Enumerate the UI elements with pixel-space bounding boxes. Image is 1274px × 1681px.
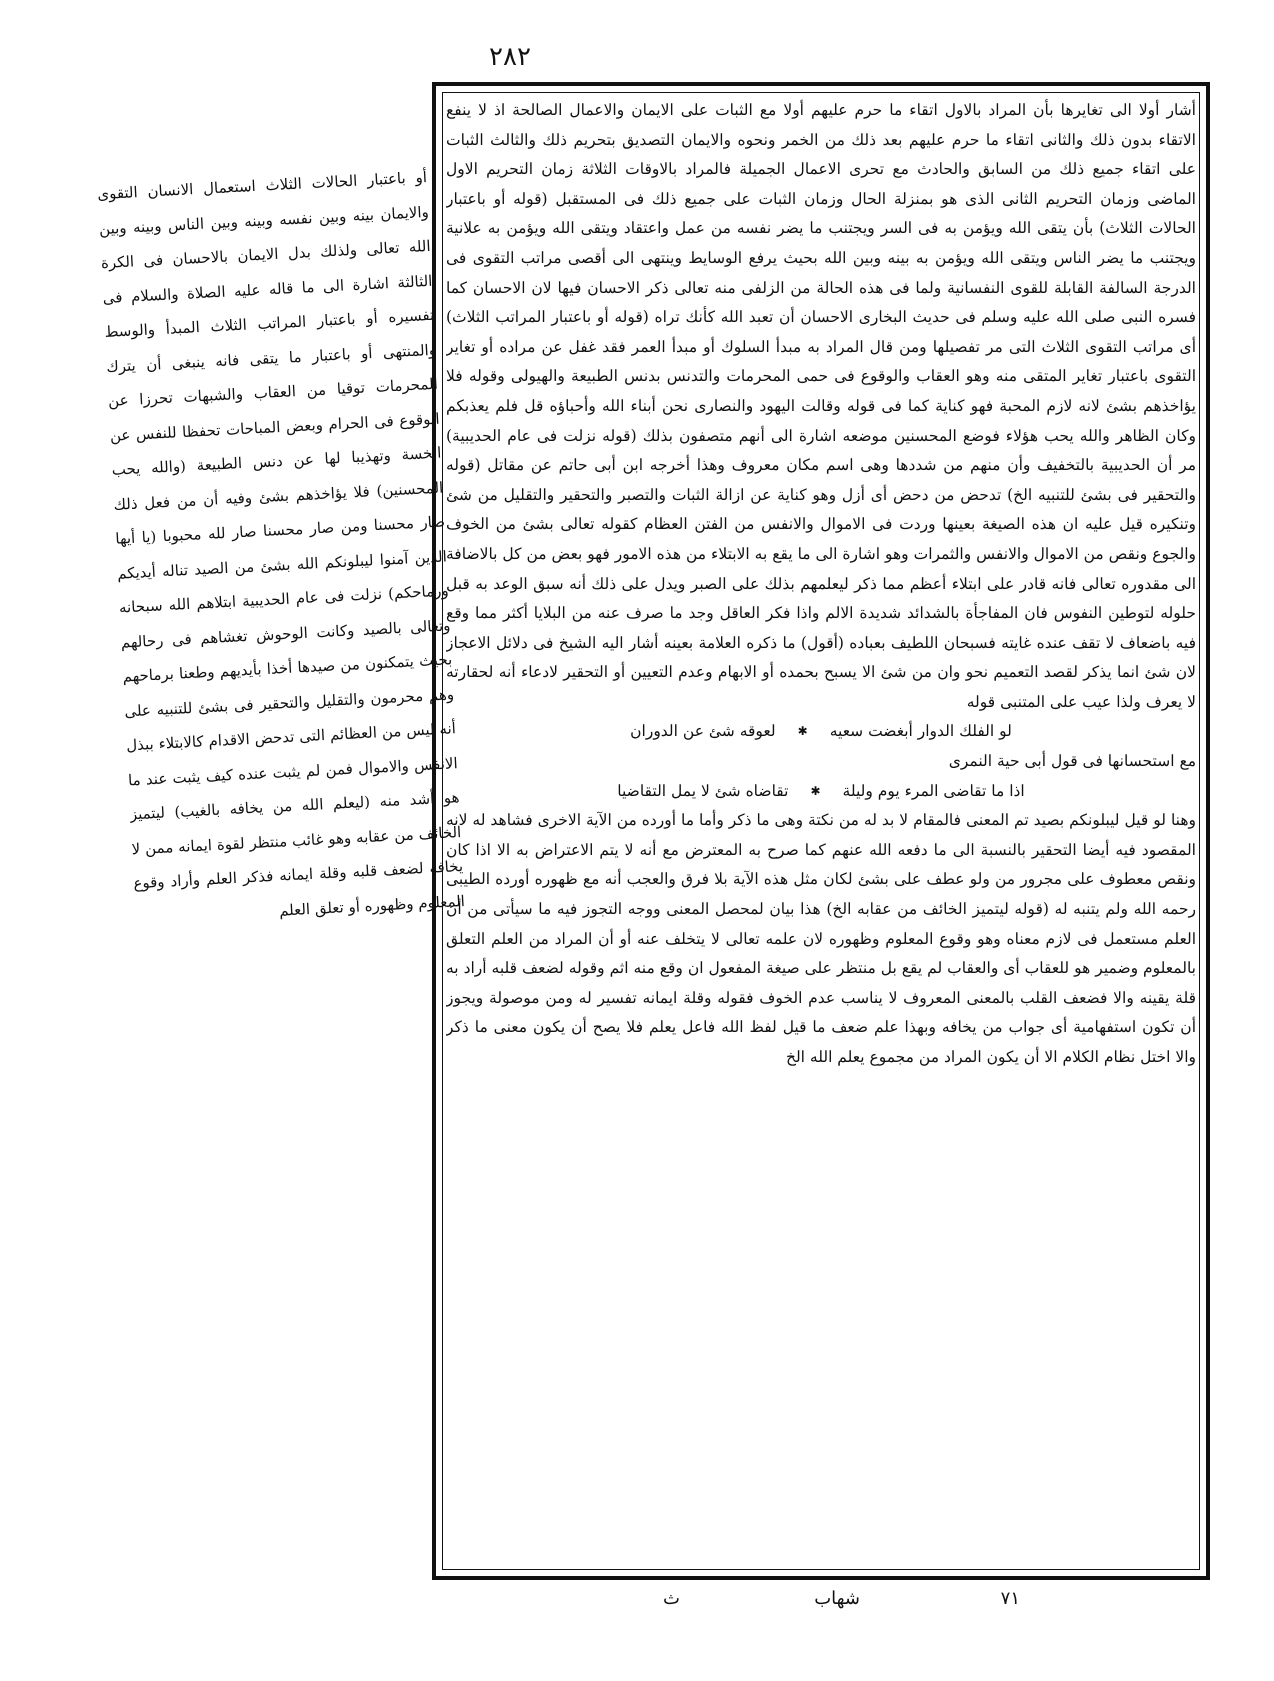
verse-intro-line: مع استحسانها فى قول أبى حية النمرى: [948, 752, 1196, 771]
verse-2-hemistich-1: اذا ما تقاضى المرء يوم وليلة: [842, 781, 1025, 800]
verse-1-hemistich-2: لعوقه شئ عن الدوران: [630, 722, 776, 741]
verse-separator-star-icon: ✱: [797, 724, 808, 739]
signature-letter: ث: [663, 1588, 680, 1609]
verse-separator-star-icon: ✱: [810, 783, 821, 798]
page-footer: [600, 1588, 1020, 1618]
closing-paragraph: وهنا لو قيل ليبلونكم بصيد تم المعنى فالمقام لا بد له من نكتة وهى ما ذكر وأما ما أورده من الآية الاخرى فشاهد له لانه المقصود فيه أيضا التحقير بالنسبة الى ما دفعه الله عنهم كما صرح به المعترض مع أنه لا يتم الاعتراض به الا اذا كان ونقص معطوف على مجرور من ولو عطف على بشئ لكان مثل هذه الآية بلا فرق والعجب أنه مع ظهوره أورده الطيبى رحمه الله ولم يتنبه له (قوله ليتميز الخائف من عقابه الخ) هذا بيان لمحصل المعنى ووجه التجوز فيه ما سيأتى من أن العلم مستعمل فى لازم معناه وهو وقوع المعلوم وظهوره لان علمه تعالى لا يتخلف عنه أو أن المراد من العلم التعلق بالمعلوم وضمير هو للعقاب أى والعقاب لم يقع بل منتظر على صيغة المفعول ان وقع منه اثم وقوله لضعف قلبه أراد به قلة يقينه والا فضعف القلب بالمعنى المعروف لا يناسب عدم الخوف فقوله وقلة ايمانه تفسير له ومن موصولة ويجوز أن تكون استفهامية أى جواب من يخافه وبهذا علم ضعف ما قيل لفظ الله فاعل يعلم فلا يصح أن يكون معنى ما ذكر والا اختل نظام الكلام الا أن يكون المراد من مجموع يعلم الله الخ: [446, 811, 1196, 1066]
verse-2-hemistich-2: تقاضاه شئ لا يمل التقاضيا: [617, 781, 789, 800]
margin-paragraph: أو باعتبار الحالات الثلاث استعمال الانسان التقوى والايمان بينه وبين نفسه وبينه وبين الناس وبينه وبين الله تعالى ولذلك بدل الايمان بالاحسان فى الكرة الثالثة اشارة الى ما قاله عليه الصلاة والسلام فى تفسيره أو باعتبار المراتب الثلاث المبدأ والوسط والمنتهى أو باعتبار ما يتقى فانه ينبغى أن يترك المحرمات توقيا من العقاب والشبهات تحرزا عن الوقوع فى الحرام وبعض المباحات تحفظا للنفس عن الخسة وتهذيبا لها عن دنس الطبيعة (والله يحب المحسنين) فلا يؤاخذهم بشئ وفيه أن من فعل ذلك صار محسنا ومن صار محسنا صار لله محبوبا (يا أيها الذين آمنوا ليبلونكم الله بشئ من الصيد تناله أيديكم ورماحكم) نزلت فى عام الحديبية ابتلاهم الله سبحانه وتعالى بالصيد وكانت الوحوش تغشاهم فى رحالهم بحيث يتمكنون من صيدها أخذا بأيديهم وطعنا برماحهم وهم محرمون والتقليل والتحقير فى بشئ للتنبيه على أنه ليس من العظائم التى تدحض الاقدام كالابتلاء ببذل الانفس والاموال فمن لم يثبت عنده كيف يثبت عند ما هو أشد منه (ليعلم الله من يخافه بالغيب) ليتميز الخائف من عقابه وهو غائب منتظر لقوة ايمانه ممن لا يخافه لضعف قلبه وقلة ايمانه فذكر العلم وأراد وقوع المعلوم وظهوره أو تعلق العلم: [96, 167, 466, 920]
verse-1-hemistich-1: لو الفلك الدوار أبغضت سعيه: [829, 722, 1012, 741]
signature-name: شهاب: [814, 1588, 860, 1609]
main-paragraph: أشار أولا الى تغايرها بأن المراد بالاول اتقاء ما حرم عليهم أولا مع الثبات على الايمان والاعمال الصالحة اذ لا ينفع الاتقاء بدون ذلك والثانى اتقاء ما حرم عليهم بعد ذلك من الخمر ونحوه والايمان التصديق بتحريم ذلك والثالث الثبات على اتقاء جميع ذلك من السابق والحادث مع تحرى الاعمال الجميلة فالمراد بالاوقات الثلاثة زمان التحريم الاول الماضى وزمان التحريم الثانى الذى هو بمنزلة الحال وزمان الثبات على جميع ذلك فى المستقبل (قوله أو باعتبار الحالات الثلاث) بأن يتقى الله ويؤمن به فى السر ويجتنب ما يضر نفسه من عمل واعتقاد ويتقى الله ويؤمن به علانية ويجتنب ما يضر الناس ويتقى الله ويؤمن به بينه وبين الله بحيث يرفع الوسايط وينتهى الى أقصى مراتب التقوى فى الدرجة السالفة القابلة للقوى النفسانية ولما فى هذه الحالة من الزلفى منه تعالى ذكر الاحسان فيها لان الاحسان كما فسره النبى صلى الله عليه وسلم فى حديث البخارى الاحسان أن تعبد الله كأنك تراه (قوله أو باعتبار المراتب الثلاث) أى مراتب التقوى الثلاث التى مر تفصيلها ومن قال المراد به مبدأ السلوك أو مبدأ العمر فقد غفل عن مراده أو تغاير التقوى باعتبار تغاير المتقى منه وهو العقاب والوقوع فى حمى المحرمات والتدنس بدنس الطبيعة والهيولى وقوله فلا يؤاخذهم بشئ لانه لازم المحبة فهو كناية كما فى قوله وقالت اليهود والنصارى نحن أبناء الله وأحباؤه قل فلم يعذبكم وكان الظاهر والله يحب هؤلاء فوضع المحسنين موضعه اشارة الى أنهم متصفون بذلك (قوله نزلت فى عام الحديبية) مر أن الحديبية بالتخفيف وأن منهم من شددها وهى اسم مكان معروف وهذا أخرجه ابن أبى حاتم عن مقاتل (قوله والتحقير فى بشئ للتنبيه الخ) تدحض من دحض أى أزل وهو كناية عن ازالة الثبات والتصبر والتحقير والتقليل من شئ وتنكيره قيل عليه ان هذه الصيغة بعينها وردت فى الاموال والانفس من الفتن العظام كقوله تعالى بشئ من الخوف والجوع ونقص من الاموال والانفس والثمرات وهو اشارة الى ما يقع به الابتلاء من هذه الامور فهو بعض من كل بالاضافة الى مقدوره تعالى فانه قادر على ابتلاء أعظم مما ذكر ليعلمهم بذلك على الصبر ويدل على ذلك أنه سبق الوعد به قبل حلوله لتوطين النفوس فان المفاجأة بالشدائد شديدة الالم واذا فكر العاقل وجد ما صرف عنه من البلايا أكثر مما وقع فيه باضعاف لا تقف عنده غايته فسبحان اللطيف بعباده (أقول) ما ذكره العلامة بعينه أشار اليه الشيخ فى دلائل الاعجاز لان شئ انما يذكر لقصد التعميم نحو وان من شئ الا يسبح بحمده أو الابهام وعدم التعيين أو التحقير لادعاء أنه لحقارته لا يعرف ولذا عيب على المتنبى قوله: [446, 101, 1196, 711]
margin-text: [96, 160, 483, 1276]
page-number: ٢٨٢: [489, 42, 531, 72]
poetry-verse-2: [446, 777, 1196, 807]
main-commentary-text: [446, 96, 1196, 1566]
signature-number: ٧١: [1000, 1588, 1020, 1609]
poetry-verse-1: [446, 717, 1196, 747]
